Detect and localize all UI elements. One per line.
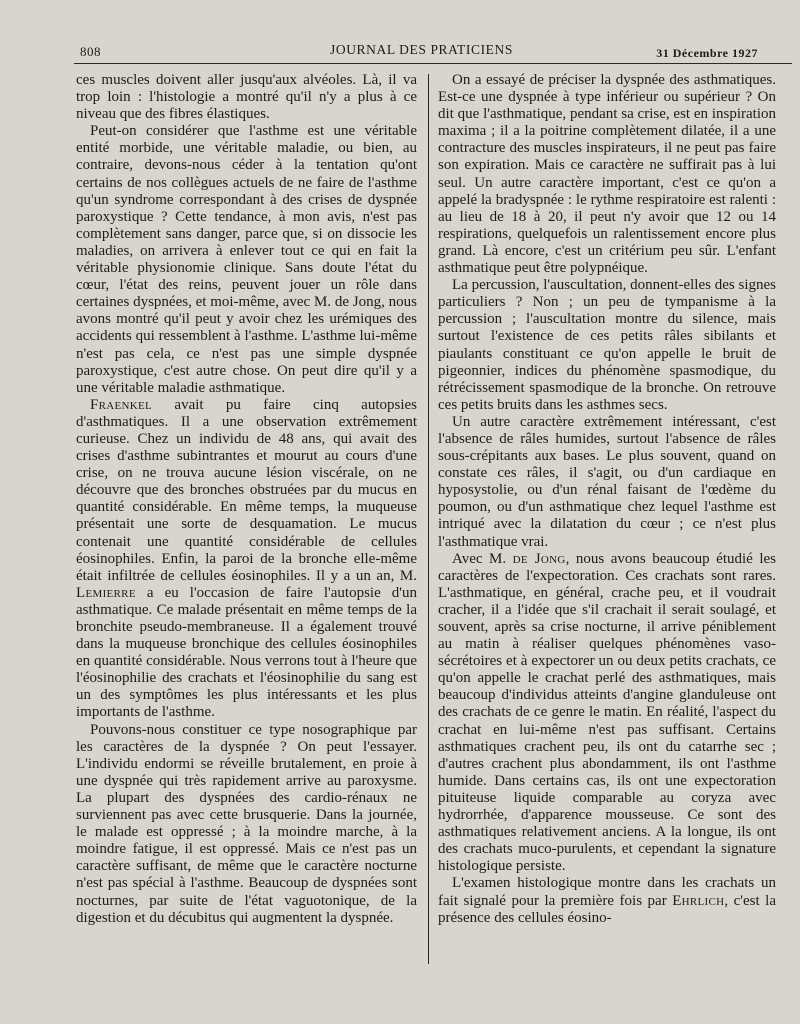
right-paragraph-5-text-a: L'examen histologique montre dans les crachats un fait signalé pour la première fois par <box>438 875 776 909</box>
left-column <box>76 72 417 927</box>
page-number: 808 <box>80 44 101 59</box>
page-header <box>80 40 788 64</box>
left-paragraph-3 <box>76 397 417 722</box>
right-paragraph-4-text-b: , nous avons beaucoup étudié les caractères de l'expectoration. Ces crachats sont rares. L'asthmatique, en général, crache peu, et il voudrait cracher, il a l'idée que s'il crachait il serait soulagé, et souvent, après sa crise nocturne, il arrive péniblement au matin à réaliser quelques phénomènes vaso-sécrétoires et à expectorer un ou deux petits crachats, ce qu'on appelle le crachat perlé des asthmatiques, mais beaucoup d'individus atteints d'angine glanduleuse ont des crachats de ce genre le matin. En réalité, l'aspect du crachat en lui-même n'est pas suffisant. Certains asthmatiques crachent peu, ils ont du catarrhe sec ; d'autres crachent plus abondamment, ils ont l'asthme humide. Dans certains cas, ils ont une expectoration pituiteuse liquide comparable au coryza avec hydrorrhée, d'apparence mousseuse. Ce sont des asthmatiques relativement anciens. A la longue, ils ont des crachats muco-purulents, et cependant la signature histologique persiste. <box>438 550 777 875</box>
column-separator <box>428 74 429 964</box>
left-paragraph-3-text-a: avait pu faire cinq autopsies d'asthmatiques. Il a une observation extrêmement curieuse. Chez un individu de 48 ans, qui avait des crises d'asthme subintrantes et mourut au cours d'une crise, on ne trouva aucune lésion viscérale, on ne découvre que des bronches obstruées par du mucus en quantité considérable. En même temps, la muqueuse présentait une sorte de desquamation. Le mucus contenait une quantité considérable de cellules éosinophiles. Enfin, la paroi de la bronche elle-même était infiltrée de cellules éosinophiles. Il y a un an, M. <box>76 396 417 584</box>
right-paragraph-1: On a essayé de préciser la dyspnée des asthmatiques. Est-ce une dyspnée à type inférieur ou supérieur ? On dit que l'asthmatique, pendant sa crise, est en inspiration maxima ; il a la poitrine complètement dilatée, il a une contracture des muscles inspirateurs, il ne peut pas faire son expiration. Mais ce caractère ne suffirait pas à lui seul. Un autre caractère important, c'est ce qu'on a appelé la bradyspnée : le rythme respiratoire est ralenti : au lieu de 18 à 20, il peut n'y avoir que 12 ou 14 respirations, quelquefois un ralentissement encore plus grand. Là encore, c'est un critérium peu sûr. L'enfant asthmatique peut être polypnéique. <box>438 72 776 277</box>
right-paragraph-5 <box>438 875 776 926</box>
right-paragraph-4 <box>438 551 776 876</box>
issue-date: 31 Décembre 1927 <box>656 46 758 60</box>
left-paragraph-4: Pouvons-nous constituer ce type nosographique par les caractères de la dyspnée ? On peut l'essayer. L'individu endormi se réveille brutalement, en proie à une dyspnée qui très rapidement arrive au paroxysme. La plupart des dyspnées des cardio-rénaux ne surviennent pas avec cette brusquerie. Dans la journée, le malade est oppressé ; à la moindre marche, à la moindre fatigue, il est oppressé. Mais ce n'est pas un caractère suffisant, de même que le caractère nocturne n'est pas spécial à l'asthme. Beaucoup de dyspnées sont nocturnes, par suite de l'état vaguotonique, de la digestion et du décubitus qui augmentent la dyspnée. <box>76 721 417 926</box>
right-paragraph-5-text-b: , c'est la présence des cellules éosino- <box>438 892 776 926</box>
author-fraenkel: Fraenkel <box>90 396 153 413</box>
author-de-jong: de Jong <box>512 550 566 567</box>
header-rule <box>74 63 792 64</box>
left-paragraph-2: Peut-on considérer que l'asthme est une véritable entité morbide, une véritable maladie, ou bien, au contraire, devons-nous céder à la tentation qu'ont certains de nos collègues actuels de ne faire de l'asthme qu'un syndrome correspondant à des crises de dyspnée paroxystique ? Cette tendance, à mon avis, n'est pas complètement sans danger, parce que, si on dissocie les maladies, on arrivera à enlever tout ce qui en fait la véritable physionomie clinique. Sans doute l'état du cœur, l'état des reins, peuvent jouer un rôle dans certaines dyspnées, et moi-même, avec M. de Jong, nous avons montré qu'il peut y avoir chez les urémiques des accidents qui ressemblent à l'asthme. L'asthme lui-même n'est pas cela, ce n'est pas une simple dyspnée paroxystique, c'est autre chose. On peut dire qu'il y a une véritable maladie asthmatique. <box>76 123 417 396</box>
right-paragraph-2: La percussion, l'auscultation, donnent-elles des signes particuliers ? Non ; un peu de tympanisme à la percussion ; l'auscultation montre du silence, mais surtout l'existence de ces petits râles sibilants et piaulants constituant ce qu'on appelle le bruit de pigeonnier, indices du phénomène spasmodique, du rétrécissement spasmodique de la bronche. On retrouve ces petits bruits dans les asthmes secs. <box>438 277 776 413</box>
author-ehrlich: Ehrlich <box>672 892 725 909</box>
left-paragraph-3-text-b: a eu l'occasion de faire l'autopsie d'un asthmatique. Ce malade présentait en même temps de la bronchite pseudo-membraneuse. Il a également trouvé dans la muqueuse bronchique des cellules éosinophiles en quantité considérable. Nous verrons tout à l'heure que l'éosinophilie des crachats et l'éosinophilie du sang est un des symptômes les plus intéressants et les plus importants de l'asthme. <box>76 584 417 721</box>
journal-title: JOURNAL DES PRATICIENS <box>330 42 513 57</box>
right-column <box>438 72 776 927</box>
right-paragraph-4-text-a: Avec M. <box>452 550 513 567</box>
left-paragraph-1: ces muscles doivent aller jusqu'aux alvéoles. Là, il va trop loin : l'histologie a montré qu'il n'y a plus à ce niveau que des fibres élastiques. <box>76 72 417 123</box>
author-lemierre: Lemierre <box>76 584 136 601</box>
right-paragraph-3: Un autre caractère extrêmement intéressant, c'est l'absence de râles humides, surtout l'absence de râles sous-crépitants aux bases. Le plus souvent, quand on constate ces râles, il s'agit, ou d'un cardiaque en hyposystolie, ou d'un rénal faisant de l'œdème du poumon, ou d'un asthmatique chez lequel l'asthme est intriqué avec la dilatation du cœur ; ce n'est plus l'asthmatique vrai. <box>438 413 776 550</box>
